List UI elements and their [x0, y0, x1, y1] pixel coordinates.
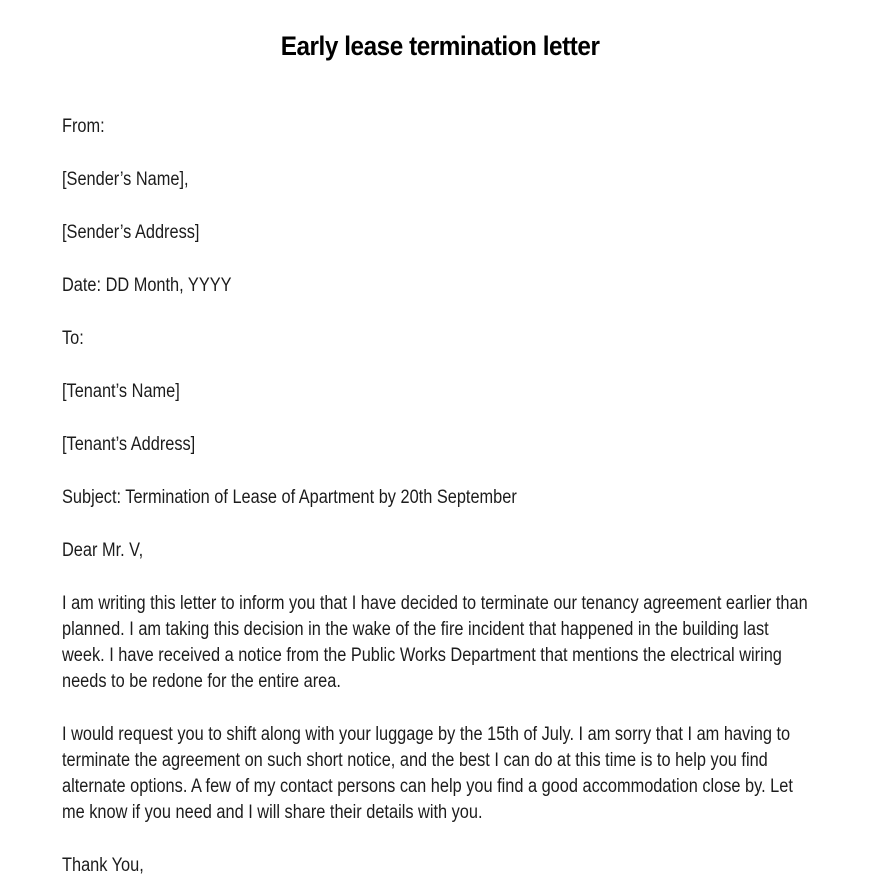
sender-address-placeholder: [Sender’s Address] — [62, 222, 200, 243]
to-label: To: — [62, 328, 84, 349]
closing-thanks: Thank You, — [62, 855, 144, 876]
title-container — [0, 0, 880, 64]
tenant-name-placeholder: [Tenant’s Name] — [62, 381, 180, 402]
subject-line: Subject: Termination of Lease of Apartment by 20th September — [62, 487, 517, 508]
from-label: From: — [62, 116, 105, 137]
sender-name-placeholder: [Sender’s Name], — [62, 169, 189, 190]
body-paragraph: I would request you to shift along with your luggage by the 15th of July. I am sorry that I am having to terminate the agreement on such short notice, and the best I can do at this time is to help you find alternate options. A few of my contact persons can help you find a good accommodation close by. Let me know if you need and I will share their details with you. — [62, 724, 793, 823]
body-paragraph: I am writing this letter to inform you that I have decided to terminate our tenancy agreement earlier than planned. I am taking this decision in the wake of the fire incident that happened in the building last week. I have received a notice from the Public Works Department that mentions the electrical wiring needs to be redone for the entire area. — [62, 593, 808, 692]
page-title: Early lease termination letter — [280, 31, 600, 61]
tenant-address-placeholder: [Tenant’s Address] — [62, 434, 196, 455]
salutation: Dear Mr. V, — [62, 540, 144, 561]
letter-body — [62, 114, 814, 879]
date-line: Date: DD Month, YYYY — [62, 275, 232, 296]
